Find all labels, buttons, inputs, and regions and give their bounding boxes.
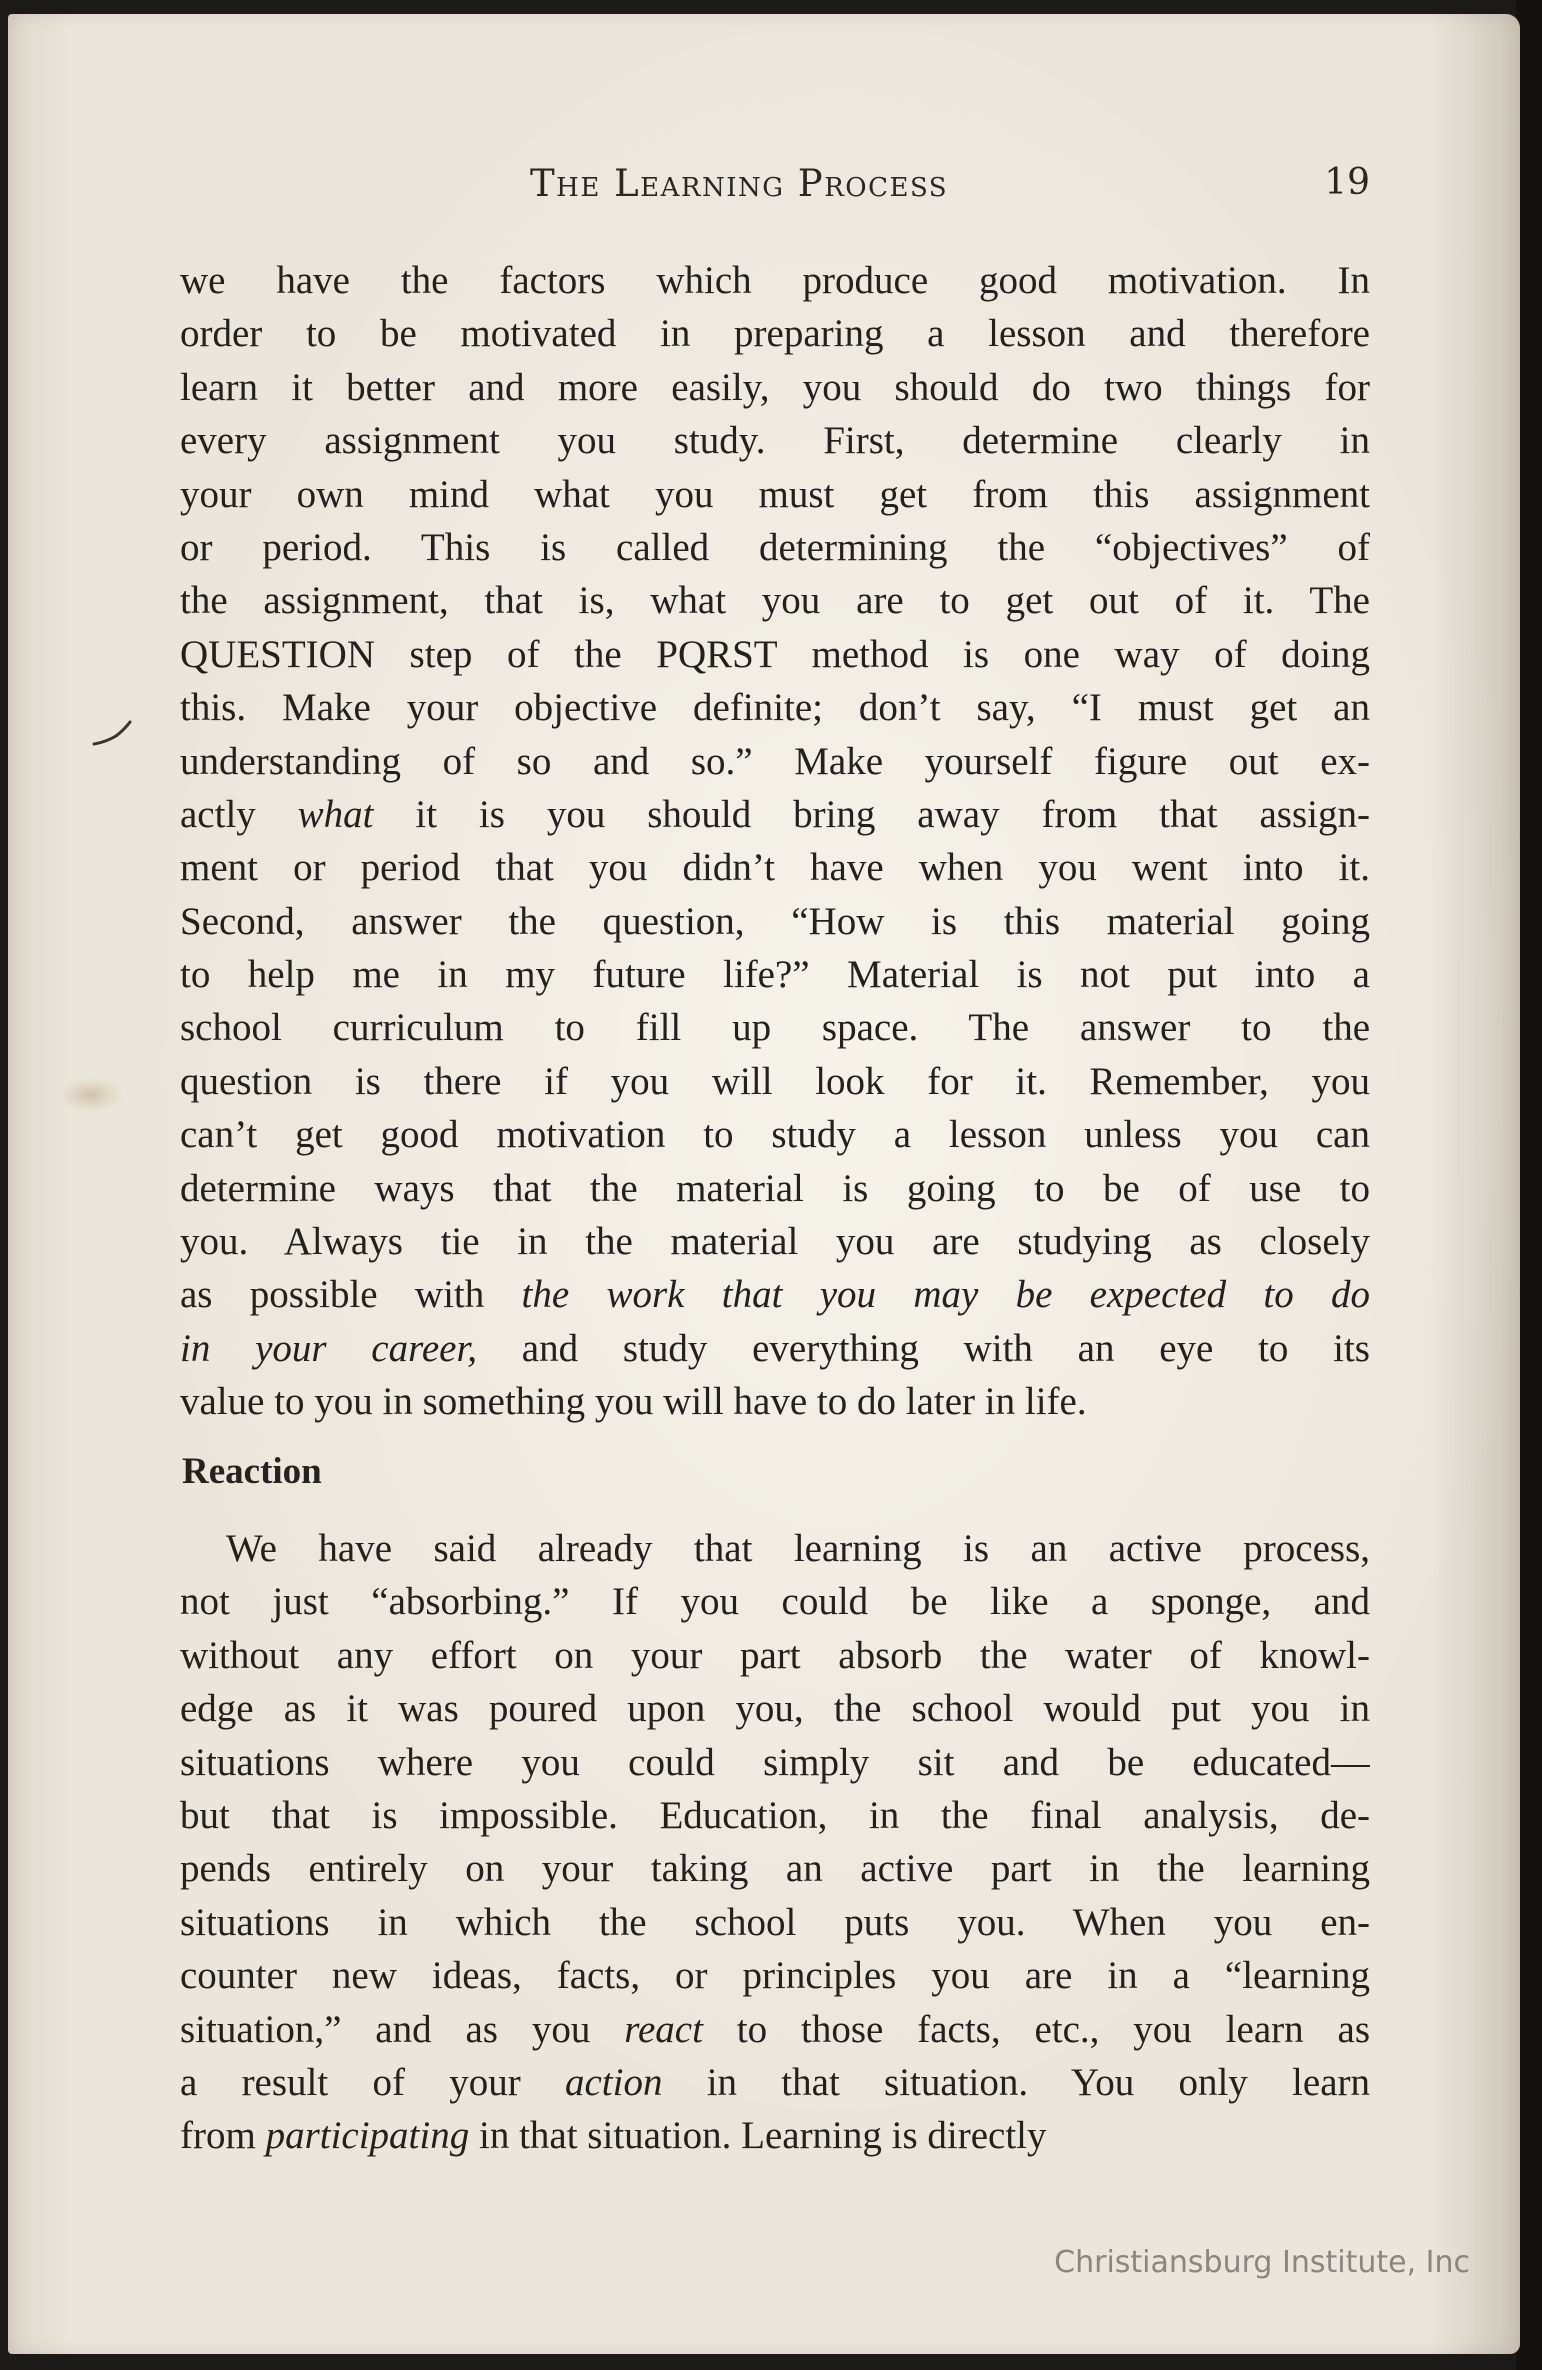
text-line: value to you in something you will have to do later in life.	[180, 1380, 1087, 1424]
text-line: order to be motivated in preparing a lesson and therefore	[180, 312, 1370, 356]
text-line: understanding of so and so.” Make yourself figure out ex-	[180, 739, 1370, 783]
paragraph-reaction	[180, 1522, 1370, 2163]
text-line: to help me in my future life?” Material is not put into a	[180, 953, 1370, 997]
text-line: counter new ideas, facts, or principles you are in a “learning	[180, 1954, 1370, 1998]
text-line: as possible with the work that you may be expected to do	[180, 1273, 1370, 1317]
text-line: your own mind what you must get from this assignment	[180, 472, 1370, 516]
text-line: Second, answer the question, “How is this material going	[180, 899, 1370, 943]
section-heading-reaction: Reaction	[182, 1451, 322, 1492]
text-line: we have the factors which produce good motivation. In	[180, 259, 1370, 302]
italic-phrase: action	[564, 2060, 663, 2104]
italic-phrase: participating	[265, 2114, 470, 2158]
text-line: actly what it is you should bring away from that assign-	[180, 792, 1370, 836]
text-line: this. Make your objective definite; don’t say, “I must get an	[180, 686, 1370, 730]
text-line: can’t get good motivation to study a lesson unless you can	[180, 1113, 1370, 1157]
text-line: pends entirely on your taking an active part in the learning	[180, 1847, 1370, 1891]
text-line: but that is impossible. Education, in the final analysis, de-	[180, 1793, 1370, 1837]
text-line: ment or period that you didn’t have when you went into it.	[180, 846, 1370, 890]
italic-phrase: in your career,	[180, 1326, 478, 1370]
italic-phrase: the work that you may be expected to do	[521, 1273, 1370, 1317]
text-line: or period. This is called determining the “objectives” of	[180, 525, 1370, 569]
text-line: edge as it was poured upon you, the school would put you in	[180, 1687, 1370, 1731]
running-header	[180, 162, 1370, 212]
text-line: you. Always tie in the material you are studying as closely	[180, 1220, 1370, 1264]
text-line: a result of your action in that situation. You only learn	[180, 2060, 1370, 2104]
page-number: 19	[1324, 162, 1370, 203]
text-line: situations where you could simply sit and be educated—	[180, 1740, 1370, 1784]
text-line: situations in which the school puts you. When you en-	[180, 1900, 1370, 1944]
text-line: QUESTION step of the PQRST method is one way of doing	[180, 632, 1370, 676]
text-line: in your career, and study everything with an eye to its	[180, 1326, 1370, 1370]
running-title: The Learning Process	[530, 162, 949, 205]
text-line: not just “absorbing.” If you could be like a sponge, and	[180, 1580, 1370, 1624]
text-line: determine ways that the material is going to be of use to	[180, 1166, 1370, 1210]
text-line: learn it better and more easily, you should do two things for	[180, 365, 1370, 409]
paragraph-motivation	[180, 254, 1370, 1429]
watermark-text: Christiansburg Institute, Inc	[1054, 2245, 1470, 2280]
paper-stain	[60, 1078, 122, 1112]
italic-phrase: what	[297, 792, 374, 836]
italic-phrase: react	[624, 2007, 703, 2051]
text-line: We have said already that learning is an active process,	[226, 1527, 1370, 1570]
text-line: every assignment you study. First, determine clearly in	[180, 419, 1370, 463]
text-line: question is there if you will look for it. Remember, you	[180, 1059, 1370, 1103]
text-line: the assignment, that is, what you are to get out of it. The	[180, 579, 1370, 623]
text-line: without any effort on your part absorb the water of knowl-	[180, 1633, 1370, 1677]
pencil-check-mark	[92, 720, 132, 750]
text-line: school curriculum to fill up space. The answer to the	[180, 1006, 1370, 1050]
text-line: situation,” and as you react to those facts, etc., you learn as	[180, 2007, 1370, 2051]
text-line: from participating in that situation. Learning is directly	[180, 2114, 1047, 2158]
